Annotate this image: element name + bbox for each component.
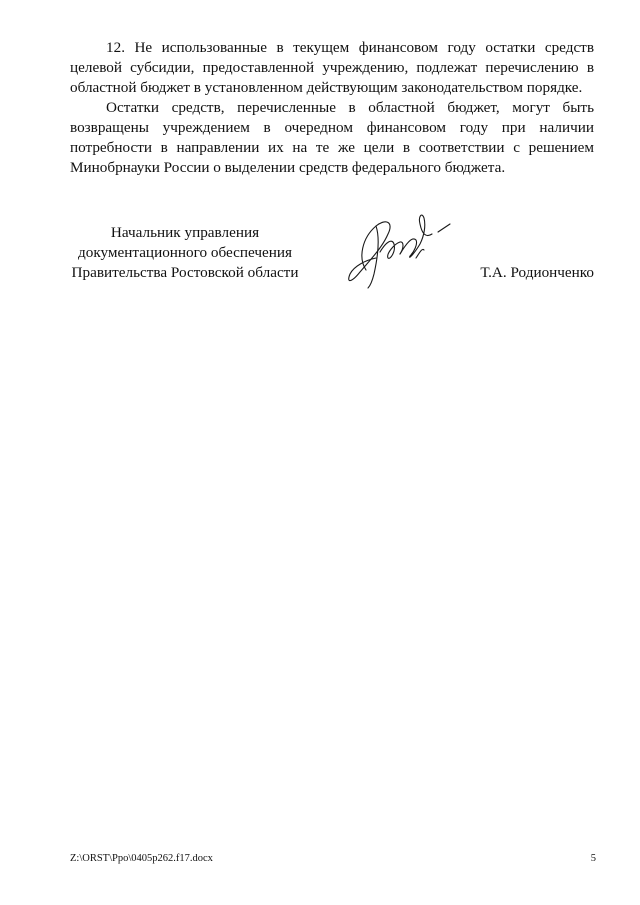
signatory-position (60, 223, 310, 283)
paragraph-remainder-return: Остатки средств, перечисленные в областной бюджет, могут быть возвращены учреждением в очередном финансовом году при наличии потребности в направлении их на те же цели в соответствии с решением Минобрнауки России о выделении средств федерального бюджета. (70, 99, 594, 176)
page-number: 5 (590, 853, 596, 864)
paragraph-12: 12. Не использованные в текущем финансовом году остатки средств целевой субсидии, предоставленной учреждению, подлежат перечислению в областной бюджет в установленном действующим законодательством порядке. (70, 39, 594, 96)
document-body (70, 38, 594, 178)
position-line-1: Начальник управления (110, 224, 260, 241)
footer-file-path: Z:\ORST\Ppo\0405p262.f17.docx (70, 853, 213, 864)
position-line-2: документационного обеспечения (78, 244, 292, 261)
signer-name: Т.А. Родионченко (480, 264, 594, 281)
handwritten-signature (336, 208, 456, 290)
position-line-3: Правительства Ростовской области (71, 264, 299, 281)
